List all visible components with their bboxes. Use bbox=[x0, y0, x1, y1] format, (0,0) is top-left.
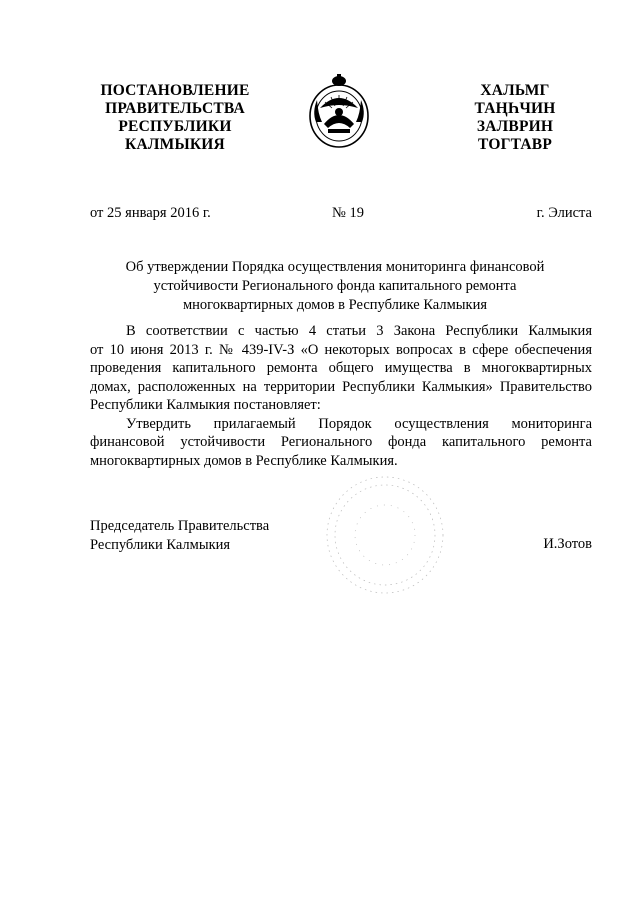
signature-position bbox=[90, 517, 269, 555]
signature-position-line: Председатель Правительства bbox=[90, 518, 270, 534]
body-paragraph-1-line: Республики Калмыкия постановляет: bbox=[90, 397, 321, 413]
body-paragraph-2-line: финансовой устойчивости Регионального фонда капитального ремонта bbox=[90, 434, 592, 450]
header-right-line: ТАҢҺЧИН bbox=[474, 100, 556, 117]
body-paragraph-1-line: В соответствии с частью 4 статьи 3 Закона Республики Калмыкия bbox=[126, 323, 592, 339]
body-paragraph-1-line: проведения капитального ремонта общего имущества в многоквартирных bbox=[90, 360, 592, 376]
header-right-line: ЗАЛВРИН bbox=[476, 118, 554, 135]
document-date: от 25 января 2016 г. bbox=[90, 205, 211, 221]
faded-seal-stamp bbox=[320, 470, 450, 600]
document-body bbox=[90, 322, 592, 470]
header-left-line: КАЛМЫКИЯ bbox=[125, 136, 225, 153]
document-title bbox=[95, 258, 575, 315]
coat-of-arms-emblem bbox=[304, 72, 374, 154]
header-right-line: ТОГТАВР bbox=[477, 136, 553, 153]
header-right-line: ХАЛЬМГ bbox=[480, 82, 550, 99]
body-paragraph-1-line: от 10 июня 2013 г. № 439-IV-З «О некоторых вопросах в сфере обеспечения bbox=[90, 341, 592, 358]
body-paragraph-1-line: домах, расположенных на территории Республики Калмыкия» Правительство bbox=[90, 378, 592, 395]
title-line: устойчивости Регионального фонда капитального ремонта bbox=[153, 278, 517, 294]
header-left-title bbox=[90, 82, 260, 154]
body-paragraph-2-line: многоквартирных домов в Республике Калмыкия. bbox=[90, 452, 398, 469]
body-paragraph-2-line: Утвердить прилагаемый Порядок осуществления мониторинга bbox=[126, 415, 592, 432]
document-number: № 19 bbox=[332, 205, 364, 221]
document-city: г. Элиста bbox=[536, 205, 592, 221]
header-left-line: РЕСПУБЛИКИ bbox=[118, 118, 232, 135]
header-left-line: ПОСТАНОВЛЕНИЕ bbox=[100, 82, 250, 99]
title-line: многоквартирных домов в Республике Калмыкия bbox=[182, 297, 487, 313]
header-left-line: ПРАВИТЕЛЬСТВА bbox=[105, 100, 245, 117]
signature-name: И.Зотов bbox=[543, 536, 592, 552]
title-line: Об утверждении Порядка осуществления мониторинга финансовой bbox=[125, 259, 545, 275]
signature-position-line: Республики Калмыкия bbox=[90, 537, 231, 553]
header-right-title bbox=[455, 82, 575, 154]
